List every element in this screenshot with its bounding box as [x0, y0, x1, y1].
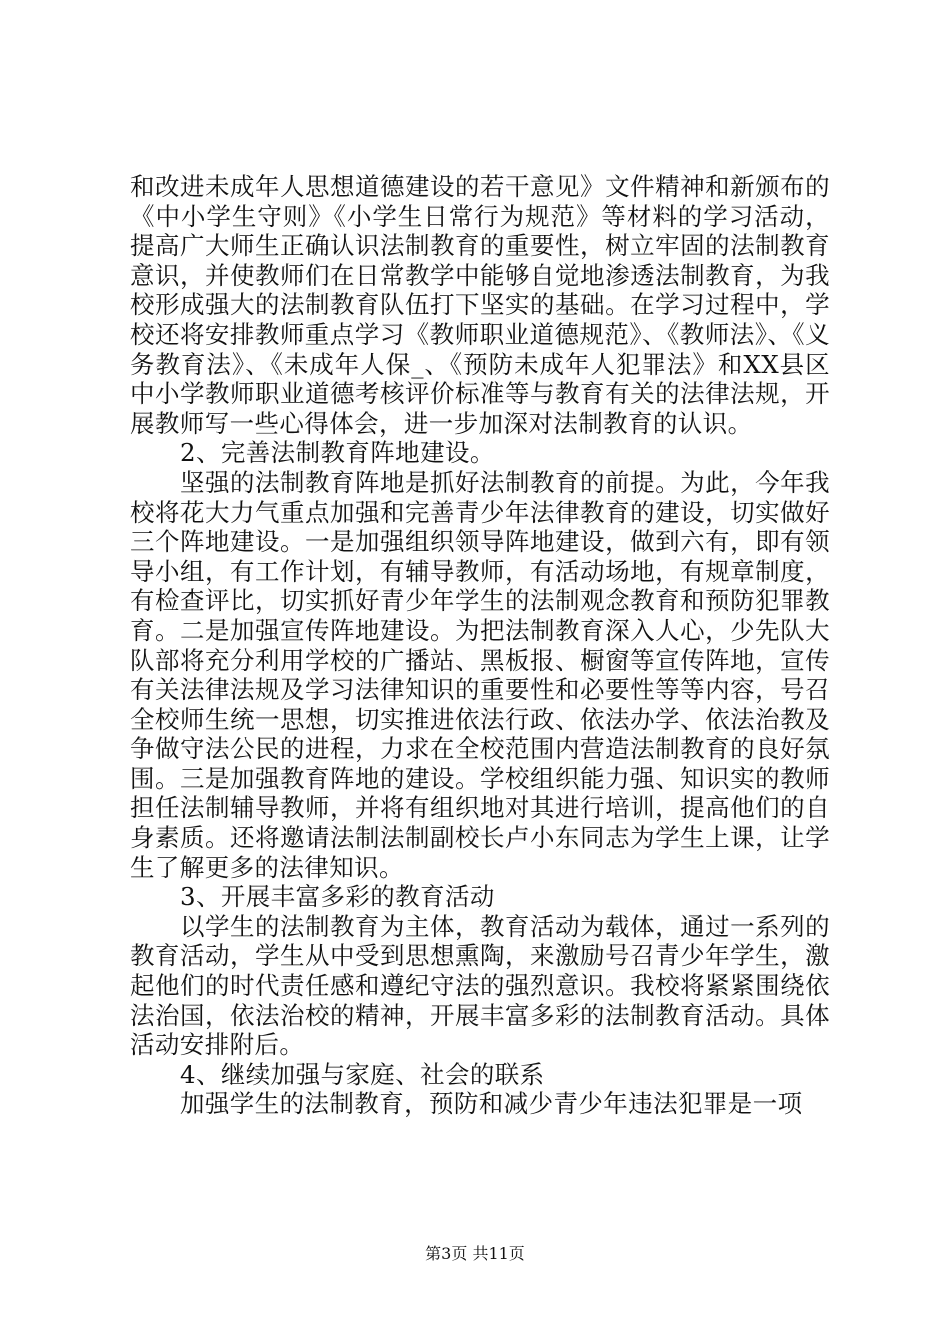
paragraph-position-building: 坚强的法制教育阵地是抓好法制教育的前提。为此，今年我校将花大力气重点加强和完善青少年法律教育的建设，切实做好三个阵地建设。一是加强组织领导阵地建设，做到六有，即有领导小组，有工作计划，有辅导教师，有活动场地，有规章制度，有检查评比，切实抓好青少年学生的法制观念教育和预防犯罪教育。二是加强宣传阵地建设。为把法制教育深入人心，少先队大队部将充分利用学校的广播站、黑板报、橱窗等宣传阵地，宣传有关法律法规及学习法律知识的重要性和必要性等等内容，号召全校师生统一思想，切实推进依法行政、依法办学、依法治教及争做守法公民的进程，力求在全校范围内营造法制教育的良好氛围。三是加强教育阵地的建设。学校组织能力强、知识实的教师担任法制辅导教师，并将有组织地对其进行培训，提高他们的自身素质。还将邀请法制法制副校长卢小东同志为学生上课，让学生了解更多的法律知识。 [130, 467, 830, 882]
page-footer: 第3页 共11页 [425, 1244, 525, 1263]
section-heading-2: 2、完善法制教育阵地建设。 [180, 438, 495, 468]
paragraph-activities: 以学生的法制教育为主体，教育活动为载体，通过一系列的教育活动，学生从中受到思想熏陶，来激励号召青少年学生，激起他们的时代责任感和遵纪守法的强烈意识。我校将紧紧围绕依法治国，依法治校的精神，开展丰富多彩的法制教育活动。具体活动安排附后。 [130, 911, 830, 1060]
document-body [130, 172, 830, 1119]
paragraph-continuation: 和改进未成年人思想道德建设的若干意见》文件精神和新颁布的《中小学生守则》《小学生日常行为规范》等材料的学习活动，提高广大师生正确认识法制教育的重要性，树立牢固的法制教育意识，并使教师们在日常教学中能够自觉地渗透法制教育，为我校形成强大的法制教育队伍打下坚实的基础。在学习过程中，学校还将安排教师重点学习《教师职业道德规范》、《教师法》、《义务教育法》、《未成年人保_、《预防未成年人犯罪法》和XX县区中小学教师职业道德考核评价标准等与教育有关的法律法规，开展教师写一些心得体会，进一步加深对法制教育的认识。 [130, 172, 830, 438]
section-heading-4: 4、继续加强与家庭、社会的联系 [180, 1059, 545, 1089]
section-heading-3: 3、开展丰富多彩的教育活动 [180, 882, 495, 912]
paragraph-family-society: 加强学生的法制教育，预防和减少青少年违法犯罪是一项 [180, 1089, 803, 1119]
